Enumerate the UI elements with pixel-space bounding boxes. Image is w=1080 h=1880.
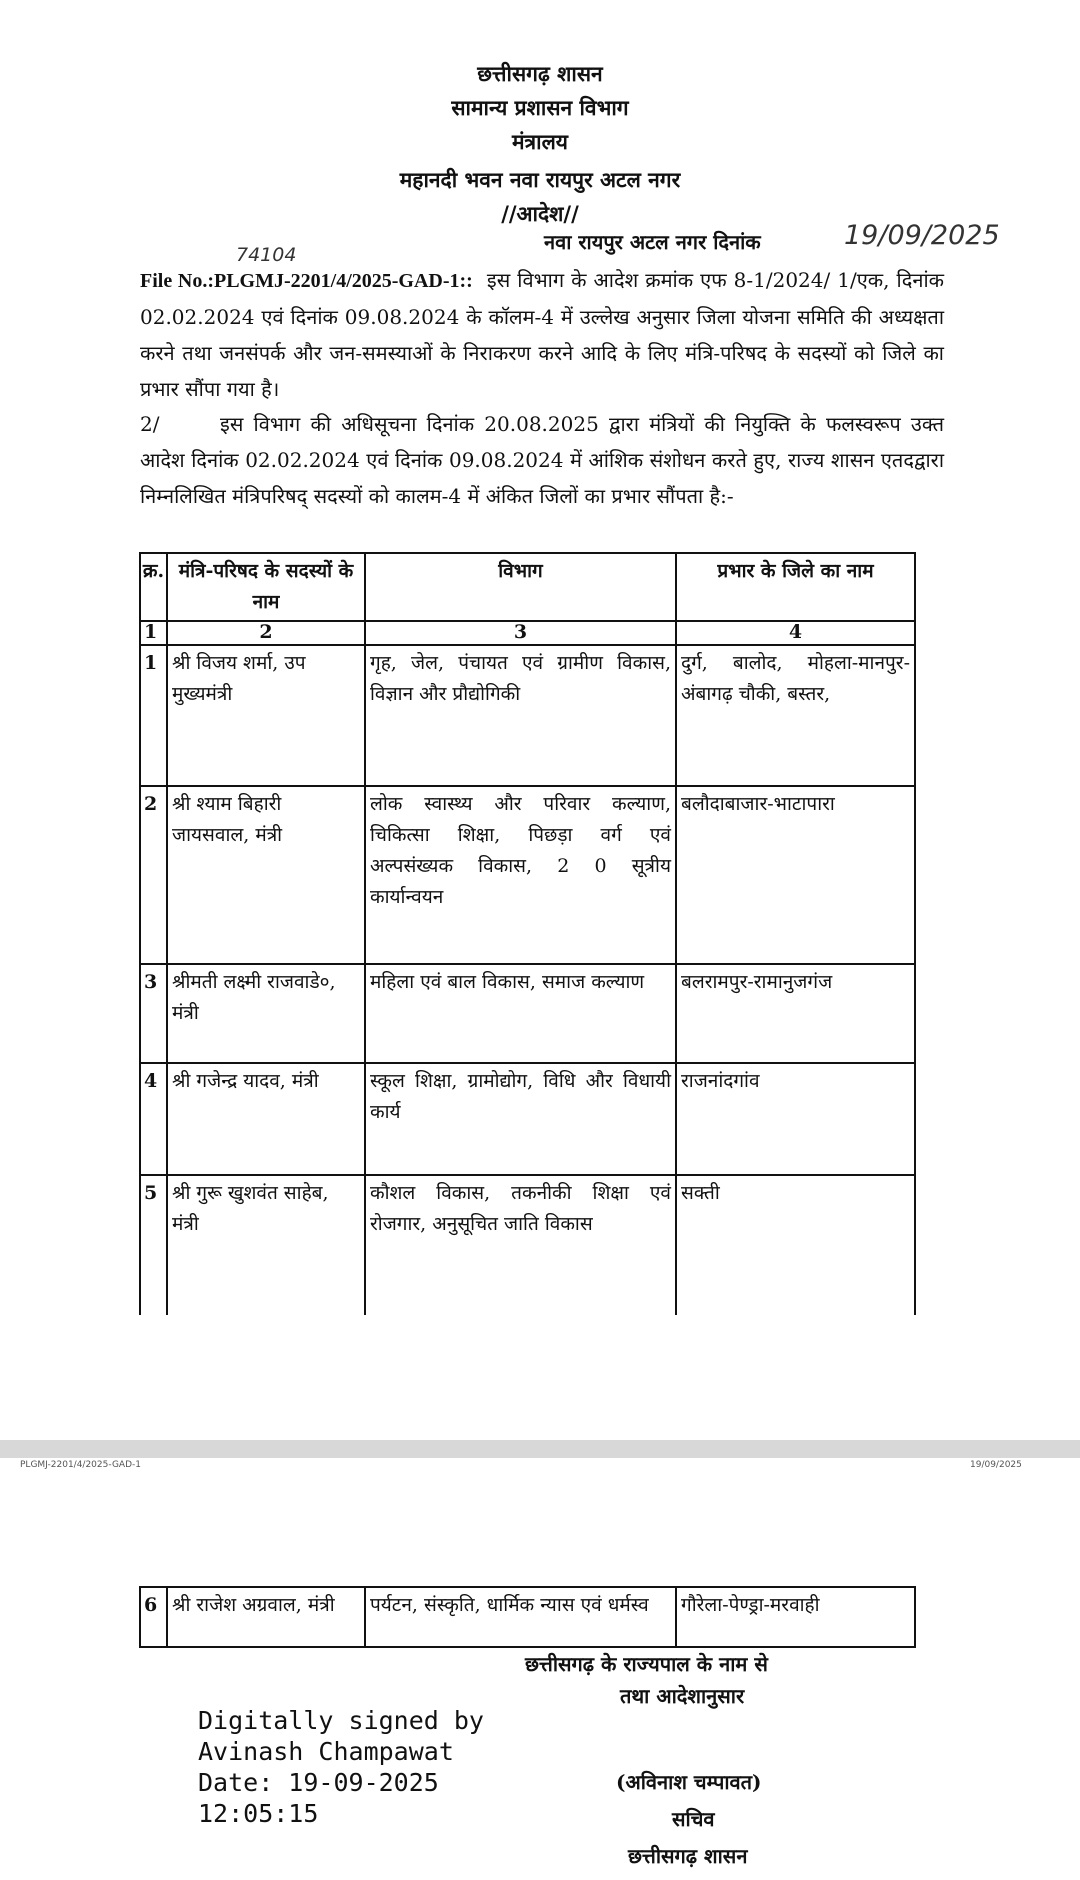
- page-2: [0, 1458, 1080, 1880]
- district: बलरामपुर-रामानुजगंज: [676, 964, 915, 1063]
- table-row: [140, 645, 915, 786]
- file-number: File No.:PLGMJ-2201/4/2025-GAD-1::: [140, 270, 473, 292]
- digital-signature-line: 12:05:15: [198, 1799, 319, 1828]
- department: स्कूल शिक्षा, ग्रामोद्योग, विधि और विधायी कार्य: [365, 1063, 676, 1175]
- assignment-table-continued: [139, 1586, 916, 1648]
- district: गौरेला-पेण्ड्रा-मरवाही: [676, 1587, 915, 1647]
- table-row: [140, 1063, 915, 1175]
- row-sn: 1: [140, 645, 167, 786]
- table-row: [140, 786, 915, 964]
- header-department: सामान्य प्रशासन विभाग: [451, 95, 629, 120]
- member-name: श्री गजेन्द्र यादव, मंत्री: [167, 1063, 365, 1175]
- department: महिला एवं बाल विकास, समाज कल्याण: [365, 964, 676, 1063]
- header-member-name: मंत्रि-परिषद के सदस्यों के नाम: [167, 553, 365, 621]
- place-date-label: नवा रायपुर अटल नगर दिनांक: [544, 230, 761, 254]
- column-number: 1: [140, 621, 167, 645]
- row-sn: 3: [140, 964, 167, 1063]
- column-number: 3: [365, 621, 676, 645]
- member-name: श्री गुरू खुशवंत साहेब, मंत्री: [167, 1175, 365, 1315]
- assignment-table: [139, 552, 916, 1315]
- page-2-header-file: PLGMJ-2201/4/2025-GAD-1: [20, 1460, 141, 1470]
- row-sn: 2: [140, 786, 167, 964]
- column-number-row: [140, 621, 915, 645]
- column-number: 4: [676, 621, 915, 645]
- digital-signature: [198, 1705, 484, 1829]
- member-name: श्री विजय शर्मा, उप मुख्यमंत्री: [167, 645, 365, 786]
- department: कौशल विकास, तकनीकी शिक्षा एवं रोजगार, अनुसूचित जाति विकास: [365, 1175, 676, 1315]
- header-ministry: मंत्रालय: [511, 129, 568, 154]
- header-address: महानदी भवन नवा रायपुर अटल नगर: [399, 167, 681, 192]
- digital-signature-line: Avinash Champawat: [198, 1737, 454, 1766]
- department: गृह, जेल, पंचायत एवं ग्रामीण विकास, विज्ञान और प्रौद्योगिकी: [365, 645, 676, 786]
- table-row: [140, 964, 915, 1063]
- column-number: 2: [167, 621, 365, 645]
- header-government: छत्तीसगढ़ शासन: [477, 61, 603, 86]
- page-2-header-date: 19/09/2025: [970, 1460, 1022, 1470]
- signatory-designation: सचिव: [672, 1807, 715, 1831]
- signatory-name: (अविनाश चम्पावत): [616, 1770, 762, 1794]
- paragraph-2-number: 2/: [140, 412, 160, 436]
- row-sn: 5: [140, 1175, 167, 1315]
- digital-signature-line: Date: 19-09-2025: [198, 1768, 439, 1797]
- governor-order-line-2: तथा आदेशानुसार: [620, 1684, 745, 1708]
- district: बलौदाबाजार-भाटापारा: [676, 786, 915, 964]
- handwritten-date: 19/09/2025: [844, 220, 1000, 251]
- handwritten-number: 74104: [236, 244, 297, 266]
- paragraph-1-text: इस विभाग के आदेश क्रमांक एफ 8-1/2024/ 1/एक, दिनांक 02.02.2024 एवं दिनांक 09.08.2024 के कॉलम-4 में उल्लेख अनुसार जिला योजना समिति की अध्यक्षता करने तथा जनसंपर्क और जन-समस्याओं के निराकरण करने आदि के लिए मंत्रि-परिषद के सदस्यों को जिले का प्रभार सौंपा गया है।: [140, 268, 944, 401]
- paragraph-2-text: इस विभाग की अधिसूचना दिनांक 20.08.2025 द्वारा मंत्रियों की नियुक्ति के फलस्वरूप उक्त आदेश दिनांक 02.02.2024 एवं दिनांक 09.08.2024 में आंशिक संशोधन करते हुए, राज्य शासन एतदद्वारा निम्नलिखित मंत्रिपरिषद् सदस्यों को कालम-4 में अंकित जिलों का प्रभार सौंपता है:-: [140, 412, 944, 508]
- district: सक्ती: [676, 1175, 915, 1315]
- department: पर्यटन, संस्कृति, धार्मिक न्यास एवं धर्मस्व: [365, 1587, 676, 1647]
- signatory-office: छत्तीसगढ़ शासन: [628, 1844, 748, 1868]
- header-sn: क्र.: [140, 553, 167, 621]
- department: लोक स्वास्थ्य और परिवार कल्याण, चिकित्सा शिक्षा, पिछड़ा वर्ग एवं अल्पसंख्यक विकास, 2 0 सूत्रीय कार्यान्वयन: [365, 786, 676, 964]
- member-name: श्री श्याम बिहारी जायसवाल, मंत्री: [167, 786, 365, 964]
- table-row: [140, 1587, 915, 1647]
- governor-order-line-1: छत्तीसगढ़ के राज्यपाल के नाम से: [525, 1652, 768, 1676]
- district: राजनांदगांव: [676, 1063, 915, 1175]
- order-title: //आदेश//: [501, 201, 579, 226]
- paragraph-1: [140, 262, 944, 407]
- row-sn: 6: [140, 1587, 167, 1647]
- paragraph-2: [140, 406, 944, 514]
- table-row: [140, 1175, 915, 1315]
- header-department: विभाग: [365, 553, 676, 621]
- row-sn: 4: [140, 1063, 167, 1175]
- member-name: श्रीमती लक्ष्मी राजवाडे०, मंत्री: [167, 964, 365, 1063]
- member-name: श्री राजेश अग्रवाल, मंत्री: [167, 1587, 365, 1647]
- table-header-row: [140, 553, 915, 621]
- header-district: प्रभार के जिले का नाम: [676, 553, 915, 621]
- district: दुर्ग, बालोद, मोहला-मानपुर-अंबागढ़ चौकी, बस्तर,: [676, 645, 915, 786]
- digital-signature-line: Digitally signed by: [198, 1706, 484, 1735]
